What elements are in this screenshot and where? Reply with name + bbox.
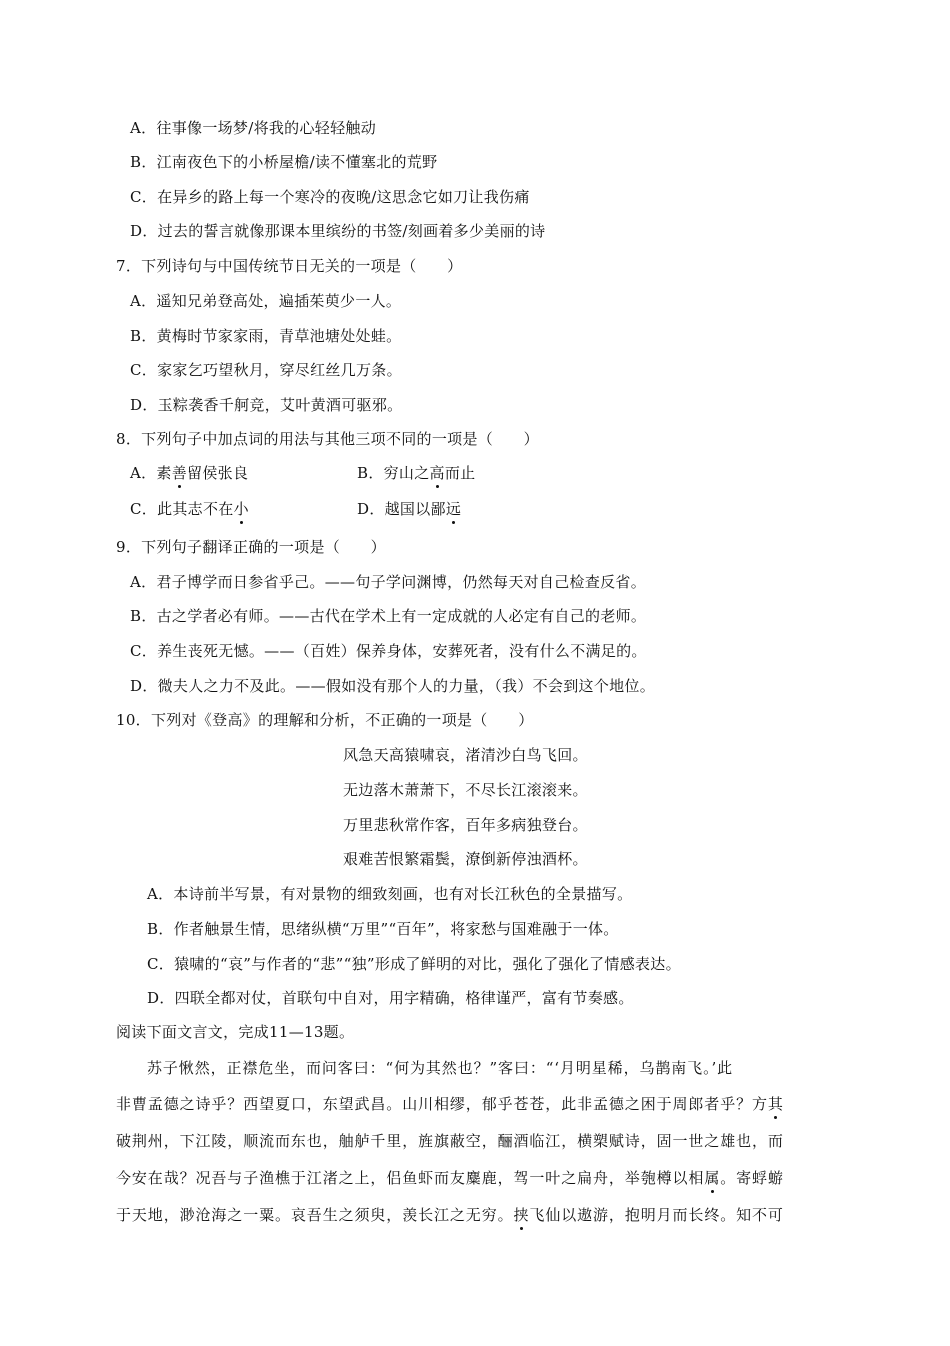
passage-line-5-pre: 于天地，渺沧海之一粟。哀吾生之须臾，羡长江之无穷。: [116, 1206, 514, 1224]
passage-line-5: [116, 1205, 838, 1225]
q8-b-suffix: 而止: [444, 464, 476, 482]
reading-intro: 阅读下面文言文，完成11—13题。: [116, 1023, 355, 1041]
q9-option-c: C．养生丧死无憾。——（百姓）保养身体，安葬死者，没有什么不满足的。: [130, 642, 647, 660]
passage-line-4-pre: 今安在哉？况吾与子渔樵于江渚之上，侣鱼虾而友麋鹿，驾一叶之扁舟，举匏樽以相: [116, 1169, 705, 1187]
q8-b-dotted-word: 高: [429, 464, 445, 482]
passage-dotted-word-qi: 其: [767, 1095, 784, 1113]
q7-option-a: A．遥知兄弟登高处，遍插茱萸少一人。: [130, 292, 402, 310]
q10-option-b: B．作者触景生情，思绪纵横“万里”“百年”，将家愁与国难融于一体。: [147, 920, 619, 938]
q8-c-dotted-word: 小: [233, 500, 249, 518]
poem-line-1: 风急天高猿啸哀，渚清沙白鸟飞回。: [343, 746, 588, 764]
q8-c-prefix: C．此其志不在: [130, 500, 234, 518]
q6-option-d: D．过去的誓言就像那课本里缤纷的书签/刻画着多少美丽的诗: [130, 222, 546, 240]
q10-stem: 10．下列对《登高》的理解和分析，不正确的一项是（ ）: [116, 711, 534, 729]
q7-option-b: B．黄梅时节家家雨，青草池塘处处蛙。: [130, 327, 402, 345]
q8-a-prefix: A．素: [130, 464, 172, 482]
passage-line-2-text: 非曹孟德之诗乎？西望夏口，东望武昌。山川相缪，郁乎苍苍，此非孟德之困于周郎者乎？方: [116, 1095, 768, 1113]
q8-option-a: [130, 463, 248, 483]
poem-line-2: 无边落木萧萧下，不尽长江滚滚来。: [343, 781, 588, 799]
q9-stem: 9．下列句子翻译正确的一项是（ ）: [116, 538, 386, 556]
q6-option-a: A．往事像一场梦/将我的心轻轻触动: [130, 119, 376, 137]
q8-a-suffix: 留侯张良: [187, 464, 249, 482]
q8-stem: 8．下列句子中加点词的用法与其他三项不同的一项是（ ）: [116, 430, 539, 448]
passage-dotted-word-xie: 挟: [513, 1206, 530, 1224]
passage-line-4: [116, 1168, 838, 1188]
passage-line-1: 苏子愀然，正襟危坐，而问客曰：“何为其然也？”客曰：“‘月明星稀，乌鹊南飞。’此: [147, 1059, 734, 1077]
passage-line-3: 破荆州，下江陵，顺流而东也，舳舻千里，旌旗蔽空，酾酒临江，横槊赋诗，固一世之雄也，而: [116, 1132, 784, 1150]
q8-b-prefix: B．穷山之: [357, 464, 430, 482]
poem-line-3: 万里悲秋常作客，百年多病独登台。: [343, 816, 588, 834]
q6-option-c: C．在异乡的路上每一个寒冷的夜晚/这思念它如刀让我伤痛: [130, 188, 530, 206]
passage-dotted-word-zhu: 属: [704, 1169, 721, 1187]
q7-option-c: C．家家乞巧望秋月，穿尽红丝几万条。: [130, 361, 402, 379]
q6-option-b: B．江南夜色下的小桥屋檐/读不懂塞北的荒野: [130, 153, 438, 171]
q7-stem: 7．下列诗句与中国传统节日无关的一项是（ ）: [116, 257, 463, 275]
q7-option-d: D．玉粽袭香千舸竞，艾叶黄酒可驱邪。: [130, 396, 403, 414]
passage-line-4-post: 。寄蜉蝣: [720, 1169, 784, 1187]
poem-line-4: 艰难苦恨繁霜鬓，潦倒新停浊酒杯。: [343, 850, 588, 868]
q9-option-b: B．古之学者必有师。——古代在学术上有一定成就的人必定有自己的老师。: [130, 607, 647, 625]
q8-option-d: [357, 499, 461, 519]
q8-option-b: [357, 463, 475, 483]
q10-option-d: D．四联全都对仗，首联句中自对，用字精确，格律谨严，富有节奏感。: [147, 989, 634, 1007]
q8-d-dotted-word: 远: [445, 500, 462, 518]
q8-d-prefix: D．越国以鄙: [357, 500, 446, 518]
passage-line-2: [116, 1094, 838, 1114]
q9-option-d: D．微夫人之力不及此。——假如没有那个人的力量，（我）不会到这个地位。: [130, 677, 656, 695]
q10-option-a: A．本诗前半写景，有对景物的细致刻画，也有对长江秋色的全景描写。: [147, 885, 633, 903]
q8-option-c: [130, 499, 249, 519]
q8-a-dotted-word: 善: [171, 464, 188, 482]
passage-line-5-post: 飞仙以遨游，抱明月而长终。知不可: [529, 1206, 784, 1224]
q9-option-a: A．君子博学而日参省乎己。——句子学问渊博，仍然每天对自己检查反省。: [130, 573, 647, 591]
q10-option-c: C．猿啸的“哀”与作者的“悲”“独”形成了鲜明的对比，强化了强化了情感表达。: [147, 955, 681, 973]
